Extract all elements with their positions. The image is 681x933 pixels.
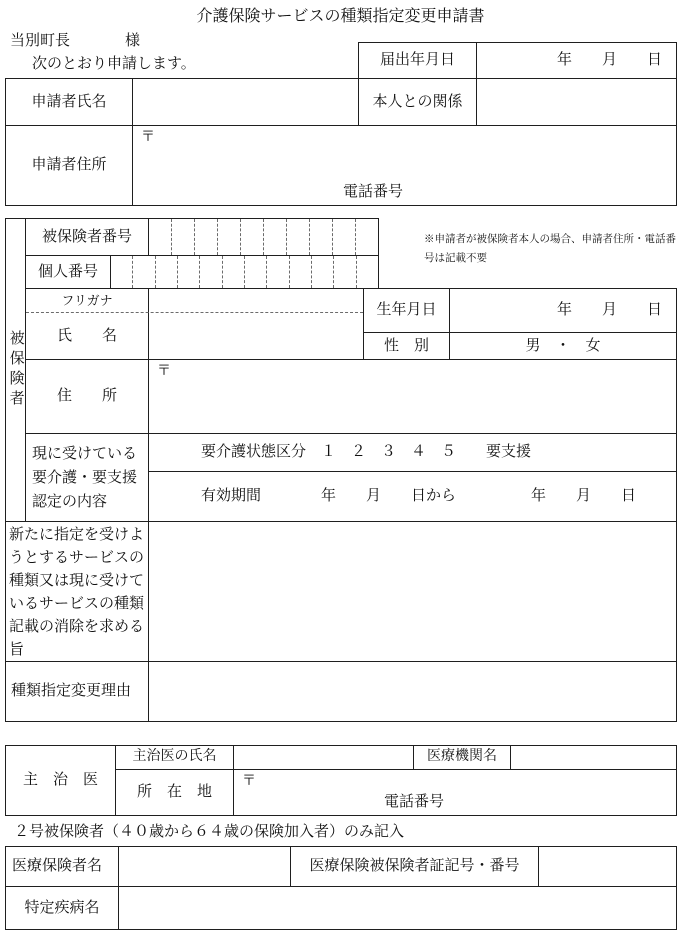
digit-box: [312, 256, 334, 288]
addressee-honorific: 様: [125, 33, 141, 49]
digit-box: [334, 256, 356, 288]
medical-org-label: 医療機関名: [413, 745, 511, 770]
insured-number-boxes: [148, 218, 379, 256]
digit-box: [200, 256, 222, 288]
name-block: [25, 288, 364, 360]
birthdate-label: 生年月日: [363, 288, 450, 333]
addressee-label: 当別町長: [10, 33, 71, 49]
digit-box: [195, 219, 218, 255]
digit-box: [218, 219, 241, 255]
applicant-name-field: [132, 78, 359, 126]
medical-insurer-field: [118, 846, 291, 887]
digit-box: [172, 219, 195, 255]
insured-section-column: [5, 218, 26, 522]
care-level-row: 要介護状態区分 １ ２ ３ ４ ５ 要支援: [148, 433, 677, 472]
digit-box: [287, 219, 310, 255]
applicant-note: ※申請者が被保険者本人の場合、申請者住所・電話番号は記載不要: [424, 234, 676, 264]
relation-label: 本人との関係: [358, 78, 477, 126]
service-change-field: [148, 521, 677, 662]
digit-box: [333, 219, 356, 255]
digit-box: [241, 219, 264, 255]
digit-box: [356, 219, 378, 255]
service-change-label: 新たに指定を受けようとするサービスの種類又は現に受けているサービスの種類記載の消除を求める旨: [5, 521, 149, 662]
digit-box: [290, 256, 312, 288]
secondary-insured-note: ２号被保険者（４０歳から６４歳の保険加入者）のみ記入: [14, 824, 405, 840]
relation-field: [476, 78, 677, 126]
validity-period-row: 有効期間 年 月 日から 年 月 日: [148, 471, 677, 522]
medical-org-field: [510, 745, 677, 770]
postal-mark: 〒: [157, 364, 171, 379]
doctor-location-label: 所 在 地: [115, 769, 234, 816]
insured-name-label: 氏 名: [56, 327, 117, 344]
applicant-address-label: 申請者住所: [5, 125, 133, 206]
page-title: 介護保険サービスの種類指定変更申請書: [196, 8, 485, 25]
personal-number-label: 個人番号: [25, 255, 111, 289]
digit-box: [156, 256, 178, 288]
digit-box: [310, 219, 333, 255]
digit-box: [178, 256, 200, 288]
furigana-label: フリガナ: [61, 292, 113, 308]
applicant-name-label: 申請者氏名: [5, 78, 133, 126]
insured-address-label: 住 所: [25, 359, 149, 434]
specified-disease-field: [118, 886, 677, 930]
change-reason-label: 種類指定変更理由: [5, 661, 149, 722]
digit-box: [264, 219, 287, 255]
insured-address-field: [148, 359, 677, 434]
insurance-cert-field: [538, 846, 677, 887]
name-block-divider: [148, 289, 149, 359]
submission-date-field: 年 月 日: [476, 42, 677, 79]
medical-insurer-label: 医療保険者名: [5, 846, 119, 887]
digit-box: [267, 256, 289, 288]
submission-date-label: 届出年月日: [358, 42, 477, 79]
applicant-phone-label: 電話番号: [343, 183, 404, 200]
doctor-name-label: 主治医の氏名: [115, 745, 234, 770]
certification-label: 現に受けている要介護・要支援認定の内容: [25, 433, 149, 522]
doctor-name-field: [233, 745, 414, 770]
change-reason-field: [148, 661, 677, 722]
postal-mark: 〒: [242, 774, 256, 789]
digit-box: [111, 256, 133, 288]
birthdate-field: 年 月 日: [449, 288, 677, 333]
personal-number-boxes: [110, 255, 379, 289]
applicant-address-field: [132, 125, 677, 206]
intro-text: 次のとおり申請します。: [32, 56, 196, 72]
insurance-cert-label: 医療保険被保険者証記号・番号: [290, 846, 539, 887]
digit-box: [357, 256, 378, 288]
insured-section-label: 被保険者: [7, 330, 24, 410]
digit-box: [133, 256, 155, 288]
doctor-location-field: [233, 769, 677, 816]
sex-field: 男 ・ 女: [449, 332, 677, 360]
digit-box: [223, 256, 245, 288]
doctor-phone-label: 電話番号: [384, 793, 445, 810]
insured-number-label: 被保険者番号: [25, 218, 149, 256]
digit-box: [245, 256, 267, 288]
doctor-section-label: 主 治 医: [5, 745, 116, 816]
sex-label: 性 別: [363, 332, 450, 360]
postal-mark: 〒: [141, 130, 155, 145]
digit-box: [149, 219, 172, 255]
specified-disease-label: 特定疾病名: [5, 886, 119, 930]
